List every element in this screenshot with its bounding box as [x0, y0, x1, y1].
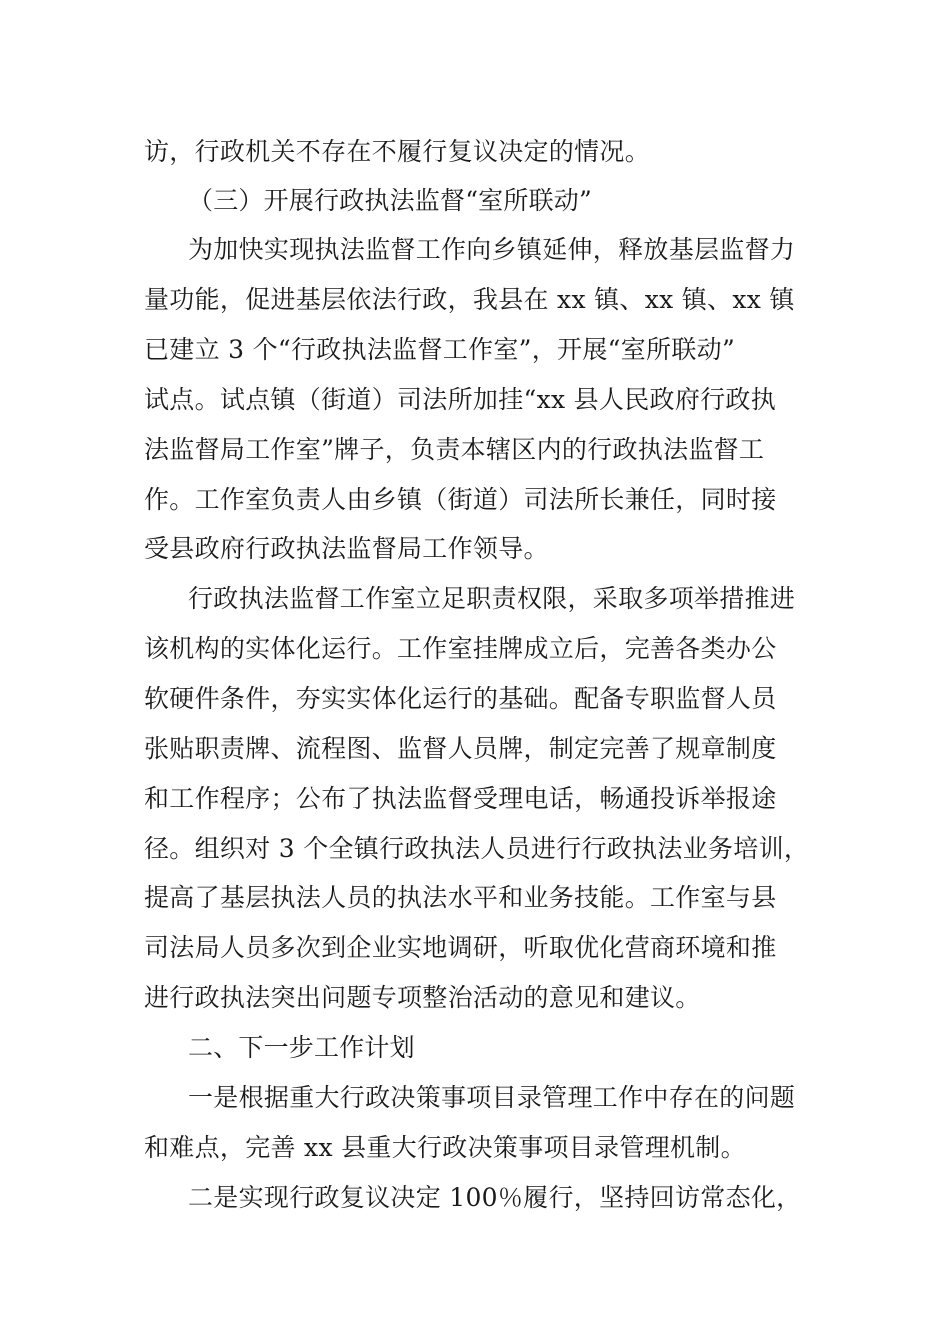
paragraph-line: 一是根据重大行政决策事项目录管理工作中存在的问题 — [188, 1083, 796, 1112]
paragraph-line: 行政执法监督工作室立足职责权限，采取多项举措推进 — [188, 584, 796, 613]
paragraph-line: 法监督局工作室”牌子，负责本辖区内的行政执法监督工 — [144, 435, 765, 464]
paragraph-line: 作。工作室负责人由乡镇（街道）司法所长兼任，同时接 — [144, 485, 777, 514]
paragraph-line: 试点。试点镇（街道）司法所加挂“xx 县人民政府行政执 — [144, 385, 777, 414]
section-heading-室所联动: （三）开展行政执法监督“室所联动” — [188, 186, 592, 215]
paragraph-line: 量功能，促进基层依法行政，我县在 xx 镇、xx 镇、xx 镇 — [144, 285, 795, 314]
paragraph-line: 访，行政机关不存在不履行复议决定的情况。 — [144, 137, 651, 166]
paragraph-line: 司法局人员多次到企业实地调研，听取优化营商环境和推 — [144, 933, 777, 962]
paragraph-line: 张贴职责牌、流程图、监督人员牌，制定完善了规章制度 — [144, 734, 777, 763]
paragraph-line: 提高了基层执法人员的执法水平和业务技能。工作室与县 — [144, 883, 777, 912]
paragraph-line: 和难点，完善 xx 县重大行政决策事项目录管理机制。 — [144, 1133, 746, 1162]
paragraph-line: 软硬件条件，夯实实体化运行的基础。配备专职监督人员 — [144, 684, 777, 713]
paragraph-line: 进行政执法突出问题专项整治活动的意见和建议。 — [144, 983, 701, 1012]
paragraph-line: 已建立 3 个“行政执法监督工作室”，开展“室所联动” — [144, 335, 736, 364]
paragraph-line: 受县政府行政执法监督局工作领导。 — [144, 534, 549, 563]
paragraph-line: 和工作程序；公布了执法监督受理电话，畅通投诉举报途 — [144, 784, 777, 813]
paragraph-line: 二是实现行政复议决定 100％履行，坚持回访常态化， — [188, 1183, 802, 1212]
paragraph-line: 为加快实现执法监督工作向乡镇延伸，释放基层监督力 — [188, 235, 796, 264]
paragraph-line: 该机构的实体化运行。工作室挂牌成立后，完善各类办公 — [144, 634, 777, 663]
section-heading-next-plan: 二、下一步工作计划 — [188, 1033, 415, 1062]
paragraph-line: 径。组织对 3 个全镇行政执法人员进行行政执法业务培训， — [144, 834, 810, 863]
